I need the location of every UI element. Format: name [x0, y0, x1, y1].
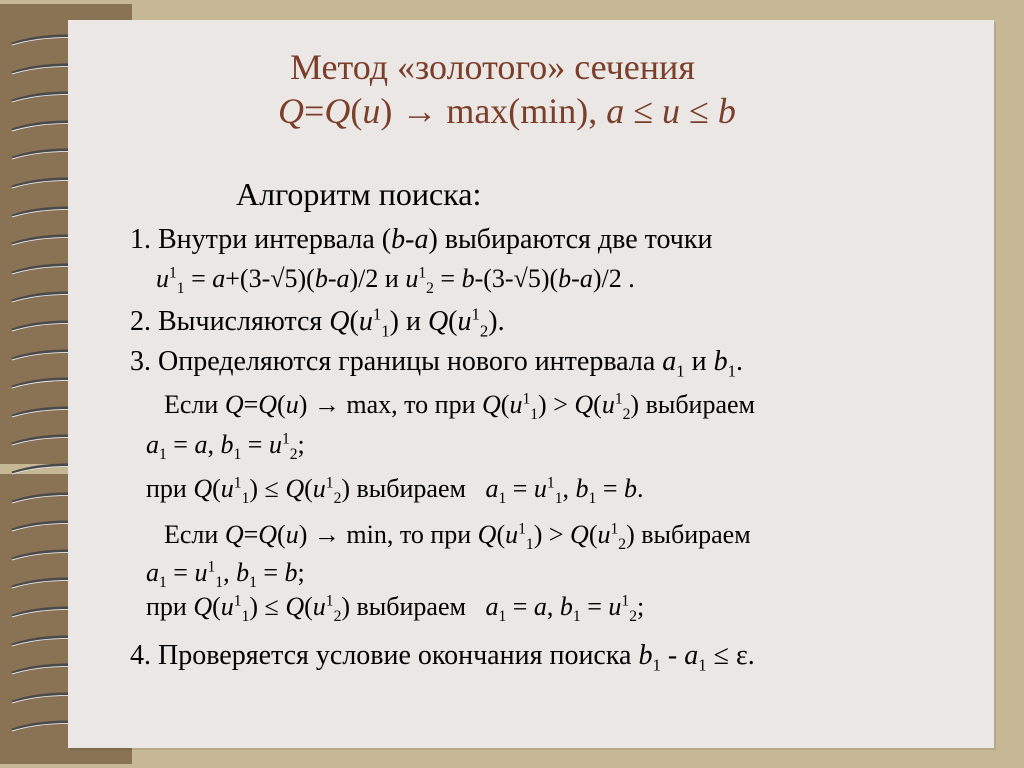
formula-text: ) → max, то при: [298, 390, 482, 419]
formula-text: =: [596, 474, 624, 503]
symbol-u: u: [268, 430, 282, 459]
formula-text: ;: [297, 558, 305, 587]
subscript: 1: [498, 490, 507, 508]
symbol-q: Q: [570, 520, 589, 549]
subscript: 2: [289, 446, 298, 464]
symbol-u: u: [285, 390, 299, 419]
superscript: 1: [518, 520, 526, 538]
superscript: 1: [372, 304, 382, 324]
formula-text: ) выбираем: [341, 592, 486, 621]
formula-text: (: [277, 520, 286, 549]
formula-text: -: [571, 264, 580, 293]
formula-text: ) выбираем: [630, 390, 756, 419]
step-1-formula: [156, 264, 635, 298]
formula-text: (: [349, 306, 359, 337]
formula-text: -: [327, 264, 337, 293]
subscript: 2: [333, 490, 342, 508]
symbol-b: b: [638, 640, 653, 671]
formula-text: ).: [488, 306, 505, 337]
formula-text: ≤ ε.: [706, 640, 755, 671]
algorithm-heading: Алгоритм поиска:: [236, 176, 482, 212]
formula-text: ,: [562, 474, 576, 503]
step-text: и: [684, 346, 714, 377]
arrow-max-min: → max(min),: [392, 91, 607, 131]
symbol-u: u: [457, 306, 472, 337]
formula-text: =: [580, 592, 609, 621]
formula-text: (: [304, 592, 313, 621]
formula-text: (: [500, 390, 510, 419]
formula-text: =: [433, 264, 462, 293]
superscript: 1: [325, 592, 334, 610]
step-text: 4. Проверяется условие окончания поиска: [130, 640, 639, 671]
min-case-result-2: [146, 592, 645, 626]
min-case: [164, 520, 751, 554]
symbol-q: Q: [258, 520, 278, 549]
formula-text: (: [212, 474, 221, 503]
symbol-a: a: [194, 430, 208, 459]
formula-text: =: [506, 474, 534, 503]
subscript: 1: [652, 655, 661, 675]
step-text: Если: [164, 390, 225, 419]
subscript: 1: [233, 446, 242, 464]
subscript: 2: [333, 608, 342, 626]
symbol-q: Q: [224, 520, 244, 549]
step-1: [130, 224, 712, 256]
max-case: [164, 390, 756, 424]
superscript: 1: [610, 520, 619, 538]
symbol-a: a: [662, 346, 677, 377]
symbol-a: a: [414, 224, 429, 255]
max-case-result-2: [146, 474, 644, 508]
symbol-q: Q: [427, 306, 449, 337]
superscript: 1: [418, 264, 427, 282]
paren: ): [380, 91, 393, 131]
step-text: .: [736, 346, 744, 377]
symbol-u: u: [358, 306, 373, 337]
subscript: 1: [241, 608, 250, 626]
symbol-u: u: [533, 474, 547, 503]
symbol-u: u: [509, 390, 523, 419]
formula-text: )/2 .: [592, 264, 635, 293]
slide-title: Метод «золотого» сечения: [290, 47, 695, 87]
formula-text: .: [636, 474, 644, 503]
formula-text: ) выбираем: [626, 520, 751, 549]
symbol-a: a: [212, 264, 226, 293]
le-sign: ≤: [680, 91, 718, 131]
formula-text: =: [256, 558, 285, 587]
symbol-b: b: [559, 592, 573, 621]
formula-text: (: [593, 390, 602, 419]
formula-text: (: [588, 520, 598, 549]
subscript: 1: [159, 574, 167, 592]
symbol-a: a: [579, 264, 593, 293]
symbol-b: b: [236, 558, 250, 587]
symbol-u: u: [601, 390, 615, 419]
subscript: 1: [159, 446, 167, 464]
subscript: 1: [530, 406, 539, 424]
symbol-a: a: [336, 264, 350, 293]
symbol-b: b: [558, 264, 572, 293]
step-text: 2. Вычисляются: [130, 306, 330, 337]
formula-text: -(3-√5)(: [474, 264, 559, 293]
subscript: 1: [498, 608, 507, 626]
formula-text: (: [496, 520, 506, 549]
superscript: 1: [471, 304, 480, 324]
symbol-b: b: [717, 91, 736, 131]
superscript: 1: [325, 474, 334, 492]
symbol-q: Q: [193, 592, 213, 621]
symbol-q: Q: [193, 474, 213, 503]
symbol-u: u: [312, 592, 326, 621]
symbol-u: u: [194, 558, 208, 587]
subscript: 1: [241, 490, 250, 508]
symbol-q: Q: [258, 390, 278, 419]
symbol-u: u: [285, 520, 299, 549]
formula-text: ) выбираем: [341, 474, 486, 503]
symbol-u: u: [220, 474, 234, 503]
symbol-q: Q: [278, 91, 304, 131]
subscript: 1: [215, 574, 224, 592]
symbol-q: Q: [285, 592, 305, 621]
symbol-u: u: [505, 520, 519, 549]
symbol-b: b: [575, 474, 589, 503]
symbol-b: b: [220, 430, 234, 459]
subscript: 2: [426, 280, 434, 298]
formula-text: ) >: [538, 390, 575, 419]
superscript: 1: [207, 558, 216, 576]
symbol-b: b: [391, 224, 406, 255]
formula-text: =: [506, 592, 534, 621]
step-2: [130, 304, 505, 341]
formula-text: ) → min, то при: [298, 520, 478, 549]
step-text: при: [146, 474, 194, 503]
superscript: 1: [281, 430, 290, 448]
superscript: 1: [546, 474, 555, 492]
superscript: 1: [522, 390, 531, 408]
symbol-u: u: [362, 91, 381, 131]
symbol-b: b: [623, 474, 637, 503]
symbol-q: Q: [477, 520, 497, 549]
formula-text: +(3-√5)(: [225, 264, 315, 293]
subscript: 1: [727, 361, 737, 381]
formula-text: ) и: [389, 306, 428, 337]
superscript: 1: [169, 264, 177, 282]
symbol-u: u: [662, 91, 681, 131]
symbol-u: u: [156, 264, 169, 293]
formula-text: (: [448, 306, 458, 337]
symbol-q: Q: [574, 390, 594, 419]
symbol-b: b: [713, 346, 728, 377]
formula-text: -: [660, 640, 685, 671]
symbol-q: Q: [285, 474, 305, 503]
symbol-a: a: [146, 558, 159, 587]
subscript: 1: [572, 608, 581, 626]
equals-sign: =: [243, 520, 259, 549]
formula-text: ) >: [533, 520, 571, 549]
le-sign: ≤: [624, 91, 663, 131]
formula-text: (: [277, 390, 286, 419]
formula-text: )/2 и: [349, 264, 406, 293]
subscript: 1: [381, 321, 390, 341]
superscript: 1: [233, 592, 242, 610]
step-3: [130, 346, 744, 381]
symbol-u: u: [597, 520, 611, 549]
equals-sign: =: [304, 91, 325, 131]
superscript: 1: [233, 474, 242, 492]
symbol-q: Q: [329, 306, 350, 337]
step-4: [130, 640, 755, 675]
formula-text: =: [184, 264, 213, 293]
formula-text: ,: [546, 592, 560, 621]
superscript: 1: [614, 390, 623, 408]
subscript: 1: [698, 655, 707, 675]
symbol-b: b: [284, 558, 298, 587]
subscript: 2: [629, 608, 637, 626]
min-case-result-1: [146, 558, 305, 592]
formula-text: =: [166, 558, 195, 587]
symbol-a: a: [146, 430, 159, 459]
subscript: 1: [554, 490, 563, 508]
equals-sign: =: [243, 390, 259, 419]
superscript: 1: [621, 592, 630, 610]
symbol-a: a: [533, 592, 547, 621]
step-text: -: [405, 224, 415, 255]
step-text: 3. Определяются границы нового интервала: [130, 346, 663, 377]
subscript: 1: [676, 361, 685, 381]
symbol-u: u: [405, 264, 419, 293]
symbol-q: Q: [224, 390, 244, 419]
subscript: 1: [249, 574, 257, 592]
subscript: 1: [588, 490, 597, 508]
step-text: 1. Внутри интервала (: [130, 224, 392, 255]
title-formula: [278, 90, 736, 132]
step-text: Если: [164, 520, 225, 549]
symbol-u: u: [220, 592, 234, 621]
formula-text: (: [304, 474, 313, 503]
paren: (: [350, 91, 363, 131]
symbol-q: Q: [324, 91, 351, 131]
formula-text: ;: [636, 592, 645, 621]
formula-text: ;: [297, 430, 305, 459]
formula-text: =: [166, 430, 195, 459]
subscript: 1: [525, 536, 534, 554]
formula-text: ) ≤: [249, 474, 286, 503]
symbol-a: a: [485, 592, 499, 621]
formula-text: ,: [207, 430, 221, 459]
formula-text: ,: [223, 558, 237, 587]
formula-text: =: [241, 430, 269, 459]
subscript: 1: [176, 280, 185, 298]
symbol-a: a: [606, 91, 625, 131]
subscript: 2: [622, 406, 631, 424]
symbol-a: a: [684, 640, 699, 671]
subscript: 2: [479, 321, 489, 341]
symbol-u: u: [608, 592, 622, 621]
subscript: 2: [618, 536, 627, 554]
symbol-q: Q: [482, 390, 501, 419]
symbol-a: a: [485, 474, 499, 503]
symbol-u: u: [312, 474, 326, 503]
symbol-b: b: [461, 264, 475, 293]
step-text: ) выбираются две точки: [428, 224, 713, 255]
step-text: при: [146, 592, 194, 621]
formula-text: ) ≤: [249, 592, 286, 621]
symbol-b: b: [314, 264, 328, 293]
formula-text: (: [212, 592, 221, 621]
max-case-result-1: [146, 430, 305, 464]
